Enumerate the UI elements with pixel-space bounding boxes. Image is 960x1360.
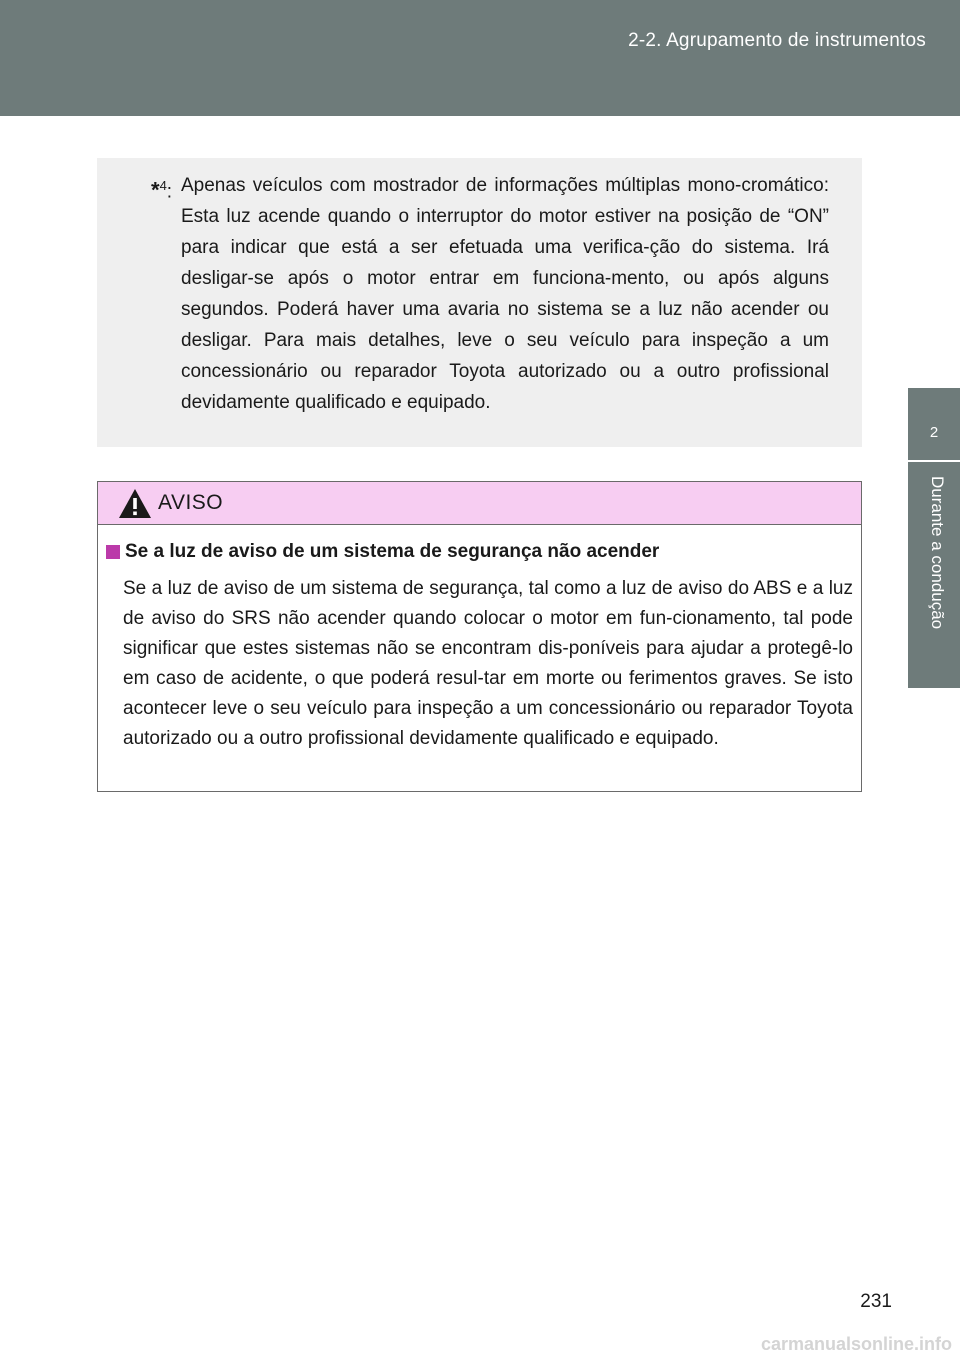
page-number: 231 [860,1291,892,1312]
chapter-tab [908,388,960,688]
footnote-marker [151,170,172,207]
footnote-number: 4 [159,178,167,193]
section-title: 2-2. Agrupamento de instrumentos [628,30,926,51]
warning-body: Se a luz de aviso de um sistema de segurança, tal como a luz de aviso do ABS e a luz de aviso do SRS não acender quando colocar o motor em fun-cionamento, tal pode significar que estes sistemas não se encontram dis-poníveis para ajudar a protegê-lo em caso de acidente, o que poderá resul-tar em morte ou ferimentos graves. Se isto acontecer leve o seu veículo para inspeção a um concessionário ou reparador Toyota autorizado ou a outro profissional devidamente qualificado e equipado. [123,578,853,749]
warning-box [97,481,862,792]
watermark: carmanualsonline.info [760,1334,952,1354]
warning-title: AVISO [158,491,224,514]
warning-header [98,482,861,525]
chapter-tab-divider [908,460,960,462]
footnote-text: Apenas veículos com mostrador de informações múltiplas mono-cromático: Esta luz acende quando o interruptor do motor estiver na posição de “ON” para indicar que está a ser efetuada uma verifica-ção do sistema. Irá desligar-se após o motor entrar em funciona-mento, ou após alguns segundos. Poderá haver uma avaria no sistema se a luz não acender ou desligar. Para mais detalhes, leve o seu veículo para inspeção a um concessionário ou reparador Toyota autorizado ou a outro profissional devidamente qualificado e equipado. [181,175,829,413]
footnote-box [97,158,862,447]
warning-triangle-icon [118,488,152,519]
footnote-colon: : [166,181,173,203]
chapter-label: Durante a condução [928,476,947,630]
header-band [0,0,960,116]
bullet-square-icon [106,545,120,559]
warning-heading: Se a luz de aviso de um sistema de segurança não acender [125,541,660,562]
chapter-number: 2 [929,424,939,441]
footnote-star: * [151,177,160,203]
